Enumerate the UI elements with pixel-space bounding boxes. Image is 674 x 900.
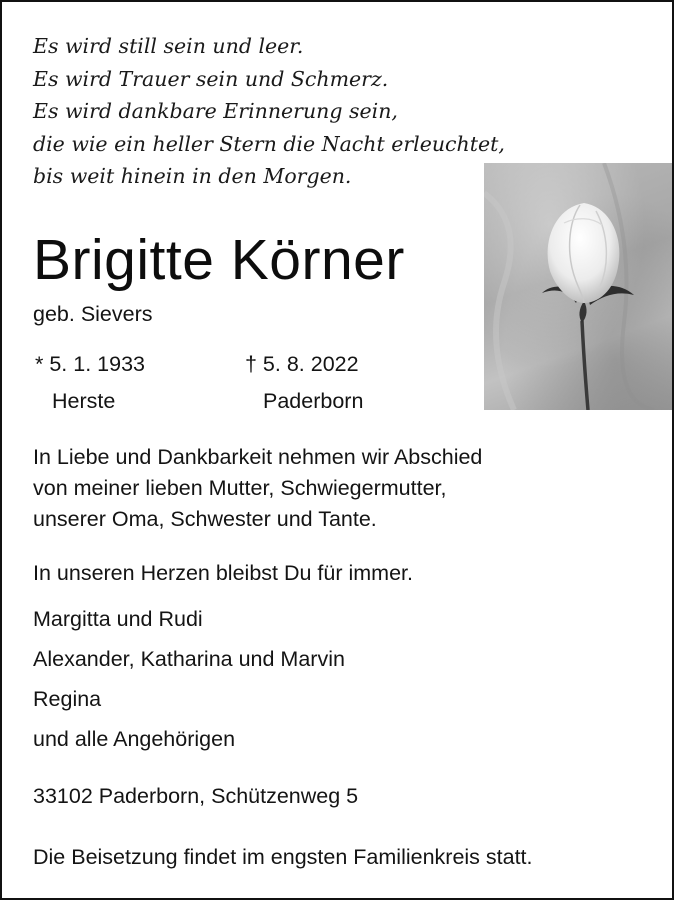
poem-line: Es wird dankbare Erinnerung sein, (33, 99, 398, 123)
rose-icon (484, 163, 672, 410)
birth-place: Herste (52, 389, 116, 413)
mourner: und alle Angehörigen (33, 727, 236, 751)
birth-date: * 5. 1. 1933 (35, 352, 145, 376)
farewell-line: In Liebe und Dankbarkeit nehmen wir Abschied (33, 445, 483, 469)
poem (33, 30, 505, 193)
mourner: Regina (33, 687, 102, 711)
poem-line: Es wird still sein und leer. (33, 34, 304, 58)
birth-name: geb. Sievers (33, 302, 153, 326)
white-rose-photo (484, 163, 672, 410)
poem-line: die wie ein heller Stern die Nacht erleuchtet, (33, 131, 505, 156)
poem-line: bis weit hinein in den Morgen. (33, 164, 352, 188)
mourners-list (33, 599, 345, 759)
poem-line: Es wird Trauer sein und Schmerz. (33, 66, 389, 91)
deceased-name: Brigitte Körner (33, 228, 405, 292)
mourner: Margitta und Rudi (33, 607, 203, 631)
farewell-text (33, 442, 482, 535)
farewell-line: unserer Oma, Schwester und Tante. (33, 507, 377, 531)
farewell-line: von meiner lieben Mutter, Schwiegermutter, (33, 476, 447, 500)
motto: In unseren Herzen bleibst Du für immer. (33, 561, 413, 585)
funeral-notice: Die Beisetzung findet im engsten Familienkreis statt. (33, 845, 533, 869)
death-place: Paderborn (263, 389, 364, 413)
address: 33102 Paderborn, Schützenweg 5 (33, 784, 359, 808)
death-date: † 5. 8. 2022 (245, 352, 359, 376)
mourner: Alexander, Katharina und Marvin (33, 647, 345, 671)
